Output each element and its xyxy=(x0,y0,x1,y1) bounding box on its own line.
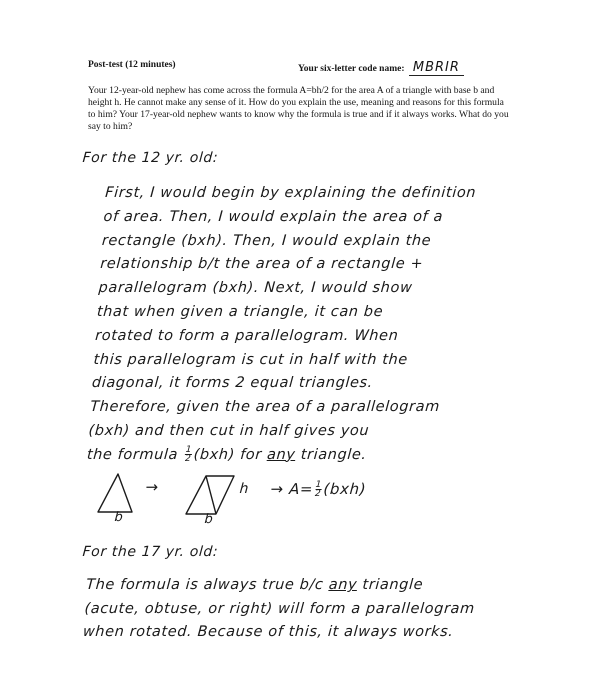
formula-text-end: triangle. xyxy=(300,446,368,463)
fraction-numerator: 1 xyxy=(315,480,323,490)
formula-prefix: → A= xyxy=(270,480,314,498)
base-label: b xyxy=(114,510,124,525)
handwritten-line: when rotated. Because of this, it always works. xyxy=(82,624,455,640)
handwritten-line: this parallelogram is cut in half with the xyxy=(92,351,409,368)
answer-heading-12yr: For the 12 yr. old: xyxy=(82,150,219,166)
code-name-field xyxy=(298,60,464,75)
line-text-end: triangle xyxy=(361,577,424,593)
parallelogram-diagonal xyxy=(206,476,216,514)
line-text: The formula is always true b/c xyxy=(85,577,325,593)
triangle-diagram xyxy=(92,466,412,536)
code-name-value: MBRIR xyxy=(409,60,464,76)
parallelogram-shape xyxy=(186,476,234,514)
handwritten-line: parallelogram (bxh). Next, I would show xyxy=(97,280,413,297)
triangle-shape xyxy=(98,474,132,512)
handwritten-line: that when given a triangle, it can be xyxy=(96,303,384,320)
fraction-one-half xyxy=(185,446,193,463)
emphasized-word: any xyxy=(328,577,358,593)
handwritten-line: rectangle (bxh). Then, I would explain the xyxy=(101,232,432,249)
handwritten-line: of area. Then, I would explain the area of a xyxy=(102,208,444,225)
question-prompt: Your 12-year-old nephew has come across the formula A=bh/2 for the area A of a triangle with base b and height h. He cannot make any sense of it. How do you explain the use, meaning and reasons for this formula to him? Your 17-year-old nephew wants to know why the formula is true and if it always works. What do you say to him? xyxy=(88,85,509,132)
handwritten-line: relationship b/t the area of a rectangle + xyxy=(99,256,424,273)
code-name-label: Your six-letter code name: xyxy=(298,64,405,74)
test-title: Post-test (12 minutes) xyxy=(88,60,176,70)
formula-expression: (bxh) for xyxy=(193,446,263,463)
handwritten-line: (bxh) and then cut in half gives you xyxy=(87,422,370,439)
handwritten-line xyxy=(85,574,587,598)
emphasized-word: any xyxy=(266,446,297,463)
handwritten-line: (acute, obtuse, or right) will form a parallelogram xyxy=(83,600,476,617)
answer-heading-17yr: For the 17 yr. old: xyxy=(82,544,219,560)
fraction-one-half xyxy=(315,481,323,498)
handwritten-line-formula xyxy=(86,444,568,468)
handwritten-line: rotated to form a parallelogram. When xyxy=(94,327,399,344)
handwritten-line: First, I would begin by explaining the definition xyxy=(104,185,477,201)
diagram-formula xyxy=(270,480,367,498)
handwritten-line: Therefore, given the area of a parallelogram xyxy=(89,399,441,416)
answer-paragraph-12yr xyxy=(86,182,586,468)
arrow-icon: → xyxy=(145,478,160,496)
fraction-numerator: 1 xyxy=(185,445,193,456)
handwritten-line: diagonal, it forms 2 equal triangles. xyxy=(91,375,374,392)
fraction-denominator: 2 xyxy=(184,454,192,465)
fraction-denominator: 2 xyxy=(314,489,322,499)
base-label: b xyxy=(204,512,214,527)
formula-suffix: (bxh) xyxy=(322,480,367,498)
height-label: h xyxy=(239,481,250,497)
formula-text: the formula xyxy=(86,446,179,463)
answer-paragraph-17yr xyxy=(82,574,587,645)
